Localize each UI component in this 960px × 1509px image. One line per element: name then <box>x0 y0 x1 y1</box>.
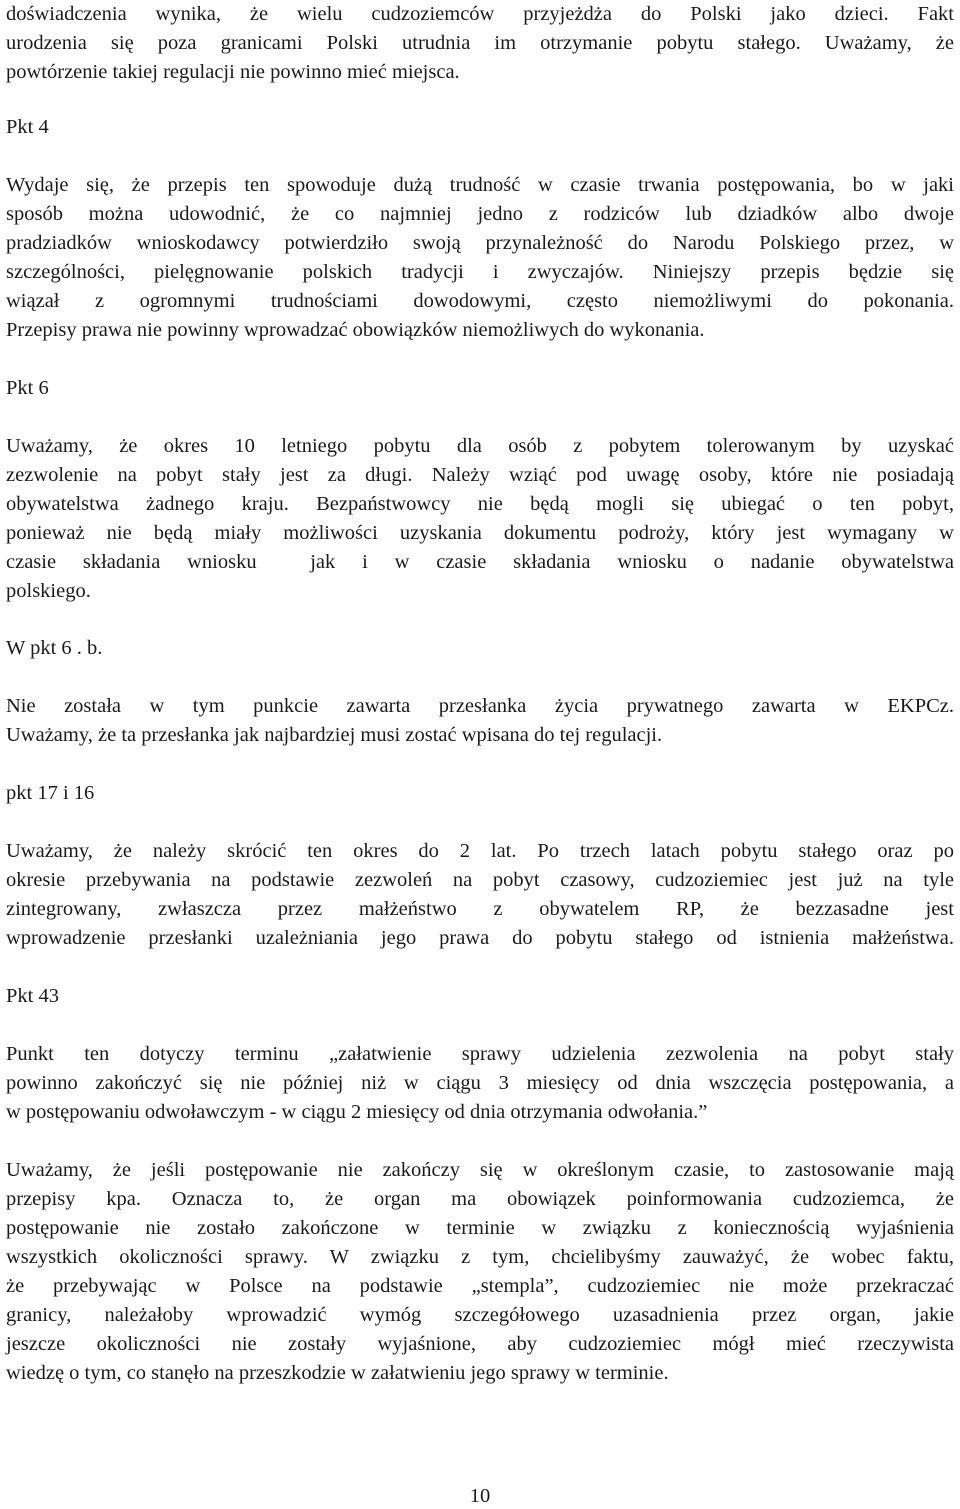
paragraph-line: pradziadków wnioskodawcy potwierdziło swoją przynależność do Narodu Polskiego przez, w <box>6 232 954 254</box>
paragraph-line: okresie przebywania na podstawie zezwoleń na pobyt czasowy, cudzoziemiec jest już na tyle <box>6 869 954 891</box>
pkt43-paragraph-1 <box>6 1040 954 1127</box>
paragraph-line: granicy, należałoby wprowadzić wymóg szczegółowego uzasadnienia przez organ, jakie <box>6 1304 954 1326</box>
section-heading-pkt43: Pkt 43 <box>6 985 59 1007</box>
paragraph-line: powtórzenie takiej regulacji nie powinno mieć miejsca. <box>6 61 460 83</box>
section-heading-pkt17: pkt 17 i 16 <box>6 782 95 804</box>
pkt4-paragraph <box>6 171 954 345</box>
paragraph-line: obywatelstwa żadnego kraju. Bezpaństwowcy nie będą mogli się ubiegać o ten pobyt, <box>6 493 954 515</box>
paragraph-line: urodzenia się poza granicami Polski utrudnia im otrzymanie pobytu stałego. Uważamy, że <box>6 32 954 54</box>
paragraph-line: Uważamy, że należy skrócić ten okres do 2 lat. Po trzech latach pobytu stałego oraz po <box>6 840 954 862</box>
paragraph-line: Uważamy, że ta przesłanka jak najbardziej musi zostać wpisana do tej regulacji. <box>6 724 663 746</box>
section-heading-pkt6: Pkt 6 <box>6 377 49 399</box>
paragraph-line: Wydaje się, że przepis ten spowoduje dużą trudność w czasie trwania postępowania, bo w jaki <box>6 174 954 196</box>
paragraph-line: wprowadzenie przesłanki uzależniania jego prawa do pobytu stałego od istnienia małżeństwa. <box>6 927 954 949</box>
paragraph-line: szczególności, pielęgnowanie polskich tradycji i zwyczajów. Niniejszy przepis będzie się <box>6 261 954 283</box>
paragraph-line: Punkt ten dotyczy terminu „załatwienie sprawy udzielenia zezwolenia na pobyt stały <box>6 1043 954 1065</box>
paragraph-line: doświadczenia wynika, że wielu cudzoziemców przyjeżdża do Polski jako dzieci. Fakt <box>6 3 954 25</box>
paragraph-line: wiedzę o tym, co stanęło na przeszkodzie w załatwieniu jego sprawy w terminie. <box>6 1362 669 1384</box>
paragraph-line: Nie została w tym punkcie zawarta przesłanka życia prywatnego zawarta w EKPCz. <box>6 695 954 717</box>
paragraph-line: zintegrowany, zwłaszcza przez małżeństwo z obywatelem RP, że bezzasadne jest <box>6 898 954 920</box>
paragraph-line: powinno zakończyć się nie później niż w ciągu 3 miesięcy od dnia wszczęcia postępowania, a <box>6 1072 954 1094</box>
pkt6b-paragraph <box>6 692 954 750</box>
paragraph-line: w postępowaniu odwoławczym - w ciągu 2 miesięcy od dnia otrzymania odwołania.” <box>6 1101 708 1123</box>
paragraph-line: czasie składania wniosku jak i w czasie składania wniosku o nadanie obywatelstwa <box>6 551 954 573</box>
section-heading-pkt4: Pkt 4 <box>6 116 49 138</box>
intro-paragraph <box>6 0 954 87</box>
pkt43-paragraph-2 <box>6 1156 954 1388</box>
paragraph-line: ponieważ nie będą miały możliwości uzyskania dokumentu podroży, który jest wymagany w <box>6 522 954 544</box>
paragraph-line: jeszcze okoliczności nie zostały wyjaśnione, aby cudzoziemiec mógł mieć rzeczywista <box>6 1333 954 1355</box>
pkt6-paragraph <box>6 432 954 606</box>
paragraph-line: wszystkich okoliczności sprawy. W związku z tym, chcielibyśmy zauważyć, że wobec faktu, <box>6 1246 954 1268</box>
paragraph-line: zezwolenie na pobyt stały jest za długi. Należy wziąć pod uwagę osoby, które nie posiadają <box>6 464 954 486</box>
section-heading-pkt6b: W pkt 6 . b. <box>6 637 103 659</box>
paragraph-line: że przebywając w Polsce na podstawie „stempla”, cudzoziemiec nie może przekraczać <box>6 1275 954 1297</box>
paragraph-line: wiązał z ogromnymi trudnościami dowodowymi, często niemożliwymi do pokonania. <box>6 290 954 312</box>
paragraph-line: Przepisy prawa nie powinny wprowadzać obowiązków niemożliwych do wykonania. <box>6 319 705 341</box>
paragraph-line: polskiego. <box>6 580 91 602</box>
paragraph-line: przepisy kpa. Oznacza to, że organ ma obowiązek poinformowania cudzoziemca, że <box>6 1188 954 1210</box>
paragraph-line: Uważamy, że okres 10 letniego pobytu dla osób z pobytem tolerowanym by uzyskać <box>6 435 954 457</box>
paragraph-line: sposób można udowodnić, że co najmniej jedno z rodziców lub dziadków albo dwoje <box>6 203 954 225</box>
page-number: 10 <box>469 1485 491 1507</box>
paragraph-line: postępowanie nie zostało zakończone w terminie w związku z koniecznością wyjaśnienia <box>6 1217 954 1239</box>
paragraph-line: Uważamy, że jeśli postępowanie nie zakończy się w określonym czasie, to zastosowanie mają <box>6 1159 954 1181</box>
pkt17-paragraph <box>6 837 954 953</box>
